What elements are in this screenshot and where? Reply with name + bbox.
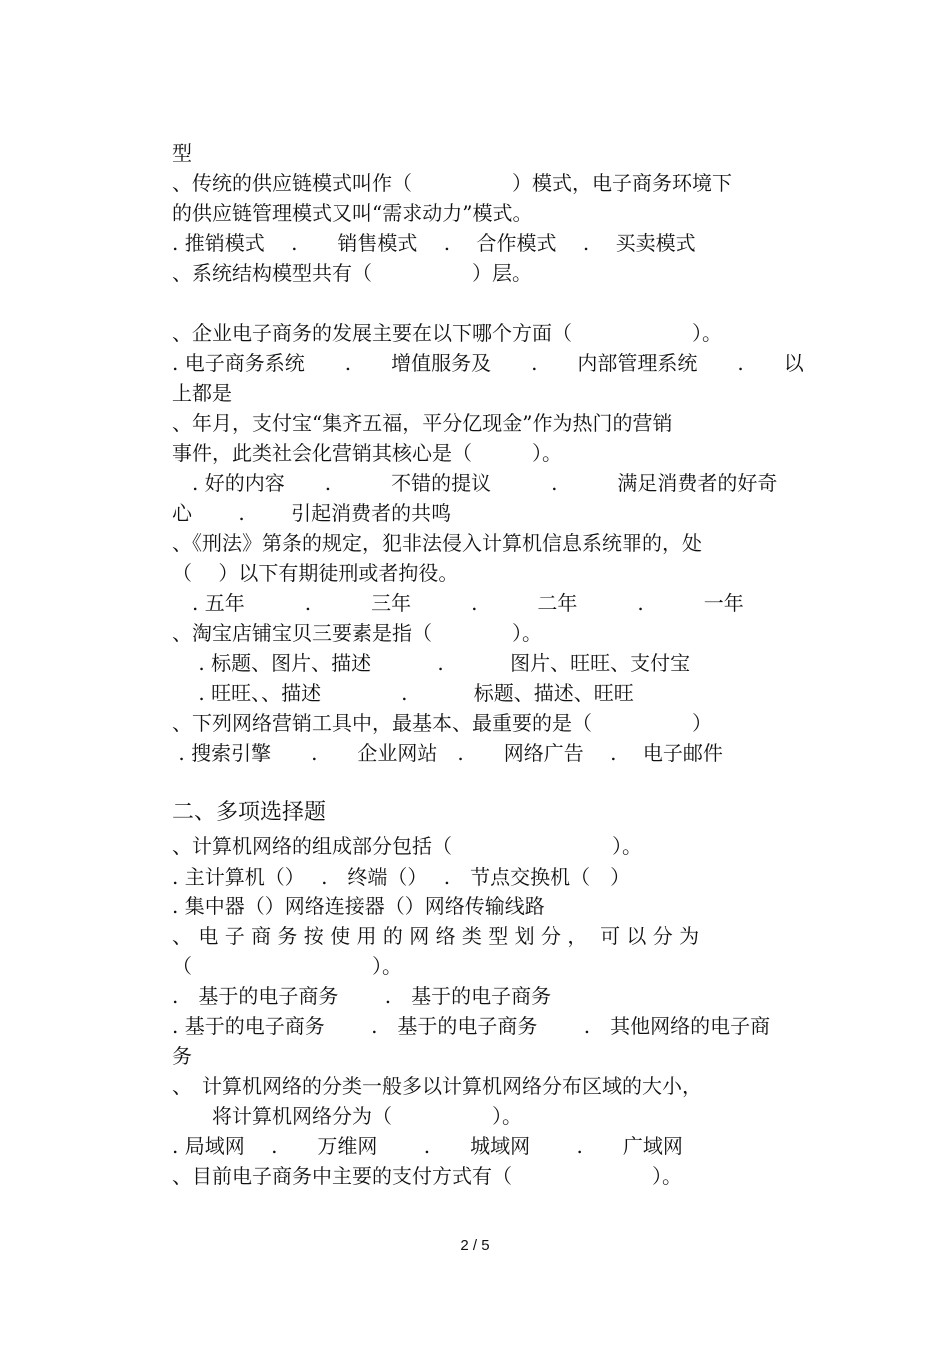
text-line: 将计算机网络分为（ ）。	[172, 1104, 522, 1128]
question-line: 、目前电子商务中主要的支付方式有（ ）。	[172, 1164, 682, 1188]
text-line: 事件，此类社会化营销其核心是（ ）。	[172, 441, 562, 465]
options-line: . 主计算机（） . 终端（） . 节点交换机（ ）	[172, 865, 631, 889]
text-line: 上都是	[172, 381, 232, 405]
question-line: 、 电 子 商 务 按 使 用 的 网 络 类 型 划 分 ， 可 以 分 为	[172, 924, 700, 948]
question-line: 、传统的供应链模式叫作（ ）模式，电子商务环境下	[172, 171, 732, 195]
question-line: 、《刑法》第条的规定，犯非法侵入计算机信息系统罪的，处	[172, 531, 702, 555]
text-line: （ ）以下有期徒刑或者拘役。	[172, 561, 459, 585]
text-line: 的供应链管理模式又叫“需求动力”模式。	[172, 201, 533, 225]
question-line: 、 计算机网络的分类一般多以计算机网络分布区域的大小，	[172, 1074, 702, 1098]
text-line: 型	[172, 141, 192, 165]
options-line: . 局域网 . 万维网 . 城域网 . 广域网	[172, 1134, 683, 1158]
text-line: （ ）。	[172, 954, 402, 978]
section-heading: 二、多项选择题	[172, 800, 327, 825]
question-line: 、企业电子商务的发展主要在以下哪个方面（ ）。	[172, 321, 722, 345]
text-line: 务	[172, 1044, 192, 1068]
options-line: . 标题、图片、描述 . 图片、旺旺、支付宝	[172, 651, 691, 675]
options-line: . 集中器（）网络连接器（）网络传输线路	[172, 894, 545, 918]
text-line: 心 . 引起消费者的共鸣	[172, 501, 452, 525]
options-line: . 旺旺、、描述 . 标题、描述、旺旺	[172, 681, 634, 705]
options-line: . 电子商务系统 . 增值服务及 . 内部管理系统 . 以	[172, 351, 804, 375]
options-line: . 推销模式 . 销售模式 . 合作模式 . 买卖模式	[172, 231, 696, 255]
options-line: . 搜索引擎 . 企业网站 . 网络广告 . 电子邮件	[172, 741, 723, 765]
question-line: 、系统结构模型共有（ ）层。	[172, 261, 532, 285]
options-line: . 五年 . 三年 . 二年 . 一年	[172, 591, 744, 615]
options-line: . 基于的电子商务 . 基于的电子商务	[172, 984, 552, 1008]
page-number: 2 / 5	[460, 1237, 490, 1254]
question-line: 、下列网络营销工具中，最基本、最重要的是（ ）	[172, 711, 712, 735]
question-line: 、淘宝店铺宝贝三要素是指（ ）。	[172, 621, 542, 645]
options-line: . 好的内容 . 不错的提议 . 满足消费者的好奇	[172, 471, 778, 495]
options-line: . 基于的电子商务 . 基于的电子商务 . 其他网络的电子商	[172, 1014, 771, 1038]
question-line: 、计算机网络的组成部分包括（ ）。	[172, 834, 642, 858]
question-line: 、年月，支付宝“集齐五福，平分亿现金”作为热门的营销	[172, 411, 673, 435]
